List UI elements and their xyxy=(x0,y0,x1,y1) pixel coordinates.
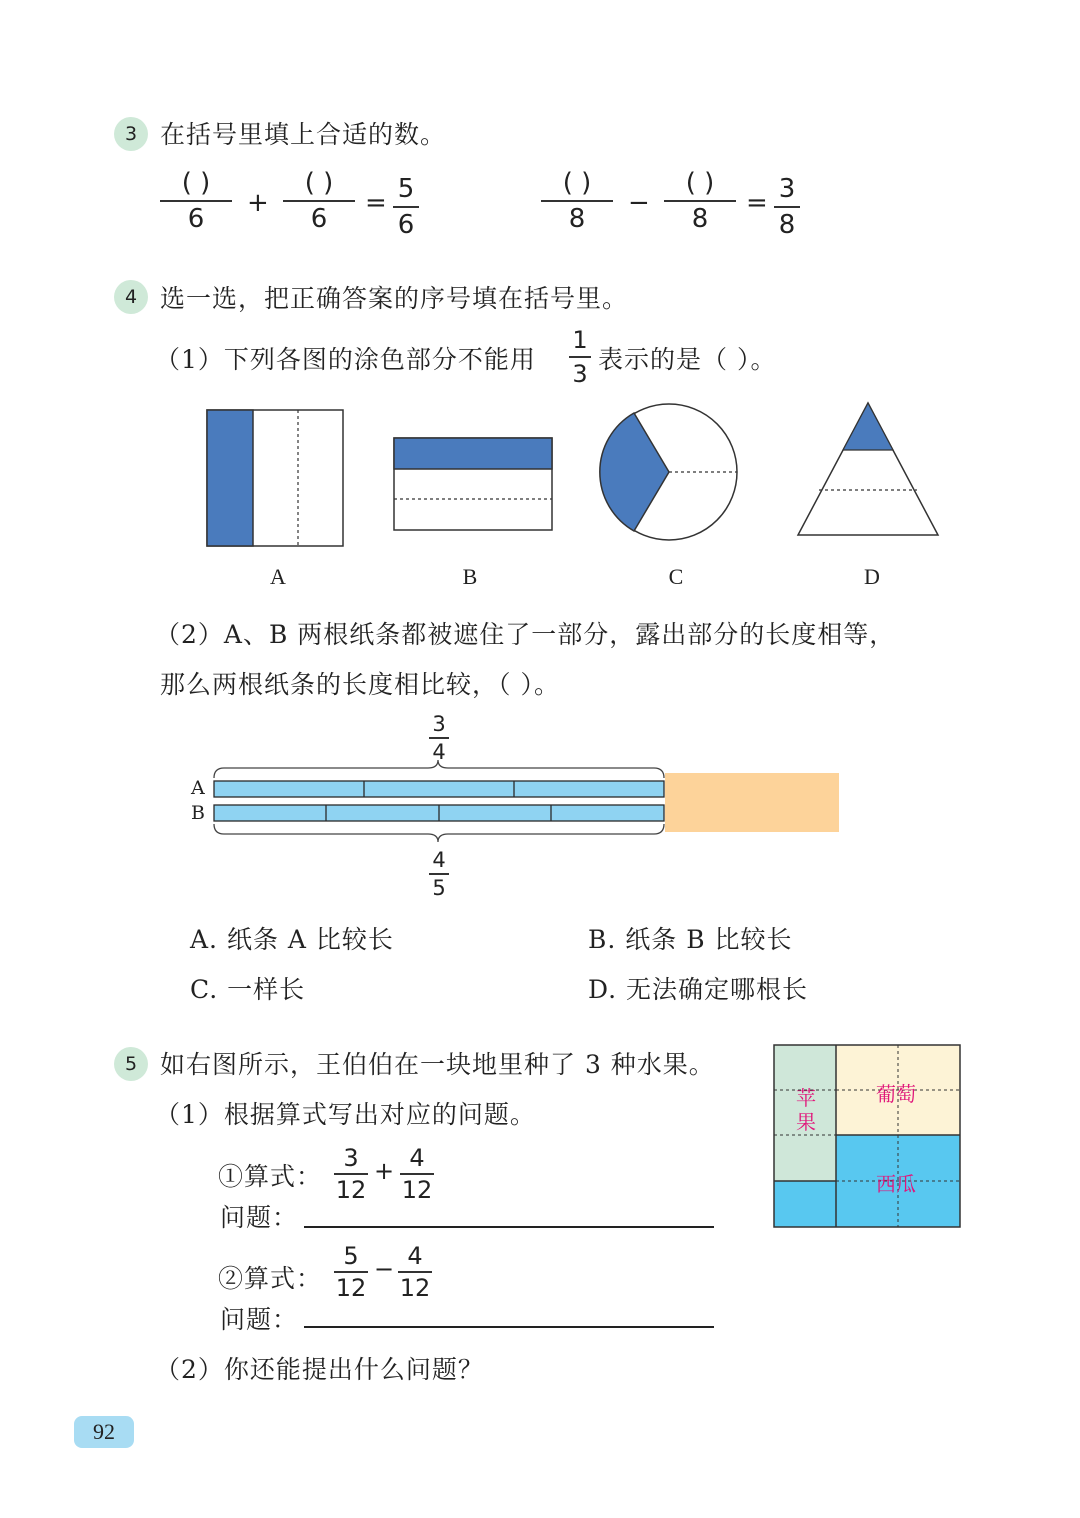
q3-eq1-result xyxy=(393,174,419,240)
option-a[interactable]: A. 纸条 A 比较长 xyxy=(190,925,394,954)
denominator: 12 xyxy=(401,1176,433,1204)
blank-parens[interactable]: ( ) xyxy=(562,168,592,198)
question-4-title: 选一选，把正确答案的序号填在括号里。 xyxy=(160,284,629,313)
q5-item2-answer-line[interactable] xyxy=(304,1326,714,1328)
q5-item1-frac-b xyxy=(400,1144,434,1204)
denominator: 12 xyxy=(399,1274,431,1302)
plus-sign: + xyxy=(374,1157,395,1185)
equals-sign: = xyxy=(746,188,768,218)
result-numerator: 5 xyxy=(397,174,415,204)
option-d[interactable]: D. 无法确定哪根长 xyxy=(588,975,809,1004)
option-b[interactable]: B. 纸条 B 比较长 xyxy=(588,925,793,954)
strip-a[interactable] xyxy=(214,781,664,797)
strip-a-fraction xyxy=(429,712,449,764)
strip-a-label: A xyxy=(191,777,205,799)
numerator: 3 xyxy=(343,1144,359,1172)
numerator: 3 xyxy=(432,712,446,736)
numerator: 4 xyxy=(407,1242,423,1270)
shape-label-b: B xyxy=(462,564,478,589)
fraction-shapes xyxy=(190,395,960,555)
question-4-badge: 4 xyxy=(114,280,148,314)
shape-d-triangle[interactable] xyxy=(798,403,938,535)
strip-b-label: B xyxy=(191,802,205,824)
strip-b[interactable] xyxy=(214,805,664,821)
q5-item1-question-label: 问题： xyxy=(220,1203,299,1232)
numerator: 1 xyxy=(572,326,588,354)
q5-item2-question-label: 问题： xyxy=(220,1305,299,1334)
q4-part2-line2: 那么两根纸条的长度相比较，（ ）。 xyxy=(160,670,560,699)
q3-eq2-result xyxy=(774,174,800,240)
q5-item1-answer-line[interactable] xyxy=(304,1226,714,1228)
plus-sign: + xyxy=(247,188,269,218)
denominator: 4 xyxy=(432,740,446,764)
numerator: 4 xyxy=(409,1144,425,1172)
denominator: 8 xyxy=(568,204,586,234)
q4-part1-suffix: 表示的是（ ）。 xyxy=(598,345,777,374)
option-c[interactable]: C. 一样长 xyxy=(190,975,306,1004)
q4-part2-line1: （2）A、B 两根纸条都被遮住了一部分，露出部分的长度相等， xyxy=(155,620,896,649)
equals-sign: = xyxy=(365,188,387,218)
result-denominator: 8 xyxy=(778,210,796,240)
paper-strips-figure xyxy=(180,760,850,870)
denominator: 5 xyxy=(432,876,446,900)
shape-b-rectangle[interactable] xyxy=(394,438,552,530)
q3-eq2-frac2 xyxy=(664,168,736,234)
numerator: 5 xyxy=(343,1242,359,1270)
strip-b-fraction xyxy=(429,848,449,900)
melon-label: 西瓜 xyxy=(876,1172,916,1196)
grape-label: 葡萄 xyxy=(876,1082,916,1106)
result-denominator: 6 xyxy=(397,210,415,240)
q3-eq2-frac1 xyxy=(541,168,613,234)
strip-cover xyxy=(665,773,839,832)
q5-item1-frac-a xyxy=(334,1144,368,1204)
minus-sign: − xyxy=(628,188,650,218)
minus-sign: − xyxy=(374,1255,395,1283)
q3-eq1-frac2 xyxy=(283,168,355,234)
q5-item1-label: ①算式： xyxy=(218,1162,323,1191)
q5-part1: （1）根据算式写出对应的问题。 xyxy=(155,1100,536,1129)
shape-label-d: D xyxy=(864,564,880,589)
q5-item2-frac-a xyxy=(334,1242,368,1302)
denominator: 6 xyxy=(310,204,328,234)
shape-a-rectangle[interactable] xyxy=(207,410,343,546)
shape-c-circle[interactable] xyxy=(600,404,737,540)
result-numerator: 3 xyxy=(778,174,796,204)
fruit-plot-grid xyxy=(772,1043,962,1229)
blank-parens[interactable]: ( ) xyxy=(685,168,715,198)
q4-part1-fraction xyxy=(569,326,591,388)
question-3-title: 在括号里填上合适的数。 xyxy=(160,120,447,149)
shape-label-c: C xyxy=(668,564,684,589)
shape-label-a: A xyxy=(270,564,286,589)
denominator: 12 xyxy=(335,1176,367,1204)
page-number: 92 xyxy=(74,1416,134,1448)
denominator: 8 xyxy=(691,204,709,234)
numerator: 4 xyxy=(432,848,446,872)
denominator: 12 xyxy=(335,1274,367,1302)
blank-parens[interactable]: ( ) xyxy=(304,168,334,198)
q4-part1-prefix: （1）下列各图的涂色部分不能用 xyxy=(155,345,536,374)
q5-item2-label: ②算式： xyxy=(218,1264,323,1293)
q3-eq1-frac1 xyxy=(160,168,232,234)
question-5-title: 如右图所示，王伯伯在一块地里种了 3 种水果。 xyxy=(160,1050,715,1079)
question-3-badge: 3 xyxy=(114,117,148,151)
apple-label: 苹 果 xyxy=(796,1086,816,1134)
q5-part2: （2）你还能提出什么问题？ xyxy=(155,1355,484,1384)
denominator: 6 xyxy=(187,204,205,234)
q5-item2-frac-b xyxy=(398,1242,432,1302)
denominator: 3 xyxy=(572,360,588,388)
question-5-badge: 5 xyxy=(114,1047,148,1081)
blank-parens[interactable]: ( ) xyxy=(181,168,211,198)
